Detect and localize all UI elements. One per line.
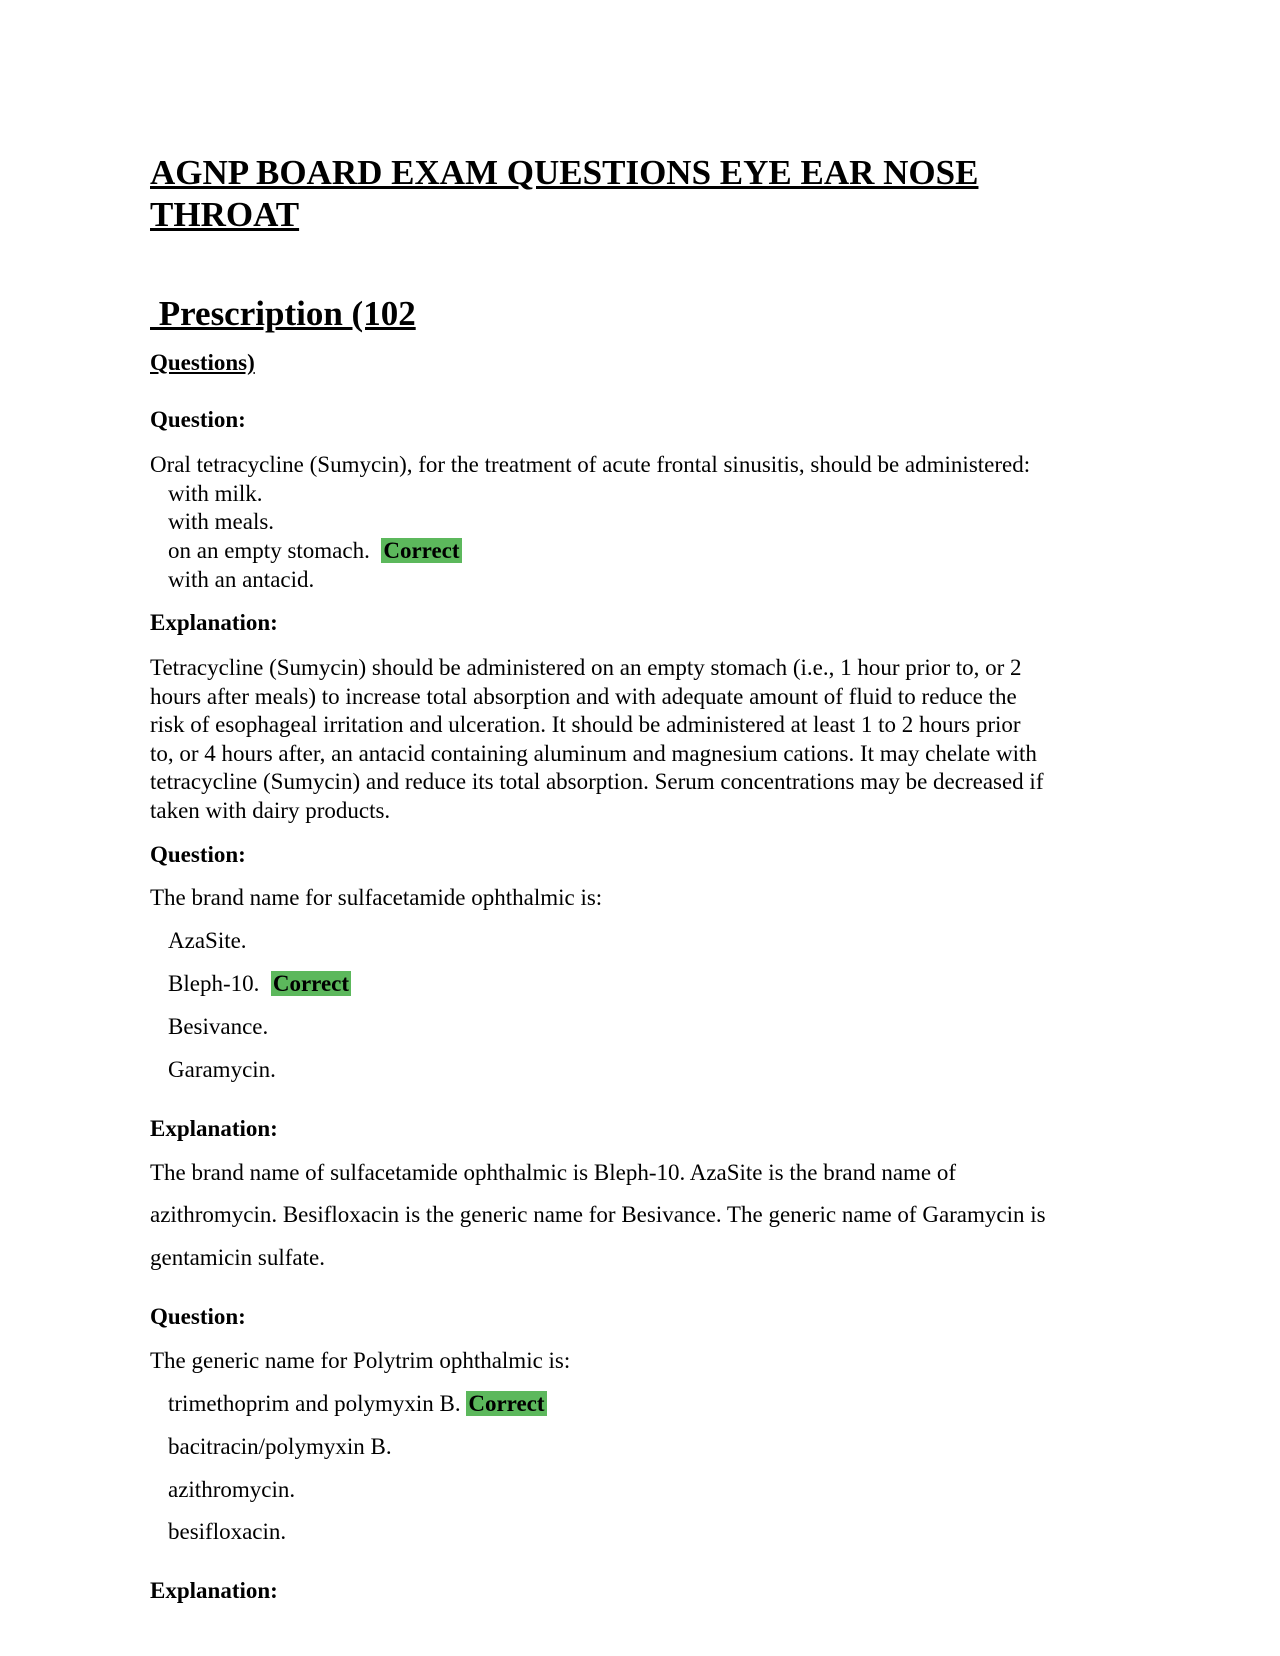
question-label: Question: bbox=[150, 407, 246, 432]
correct-badge: Correct bbox=[383, 538, 460, 563]
explanation-label: Explanation: bbox=[150, 1578, 278, 1603]
explanation-line: gentamicin sulfate. bbox=[150, 1245, 325, 1270]
answer-option-text: trimethoprim and polymyxin B. bbox=[168, 1391, 461, 1416]
explanation-line: azithromycin. Besifloxacin is the generic name for Besivance. The generic name of Garamycin is bbox=[150, 1202, 1046, 1227]
explanation-line: Tetracycline (Sumycin) should be administered on an empty stomach (i.e., 1 hour prior to, or 2 bbox=[150, 655, 1022, 680]
answer-option-text: Bleph-10. bbox=[168, 971, 260, 996]
explanation-line: risk of esophageal irritation and ulceration. It should be administered at least 1 to 2 hours prior bbox=[150, 712, 1021, 737]
correct-badge: Correct bbox=[468, 1391, 545, 1416]
document-title-line-1: AGNP BOARD EXAM QUESTIONS EYE EAR NOSE bbox=[150, 153, 979, 192]
question-label: Question: bbox=[150, 1304, 246, 1329]
answer-option: Garamycin. bbox=[168, 1057, 276, 1082]
document-title-line-2: THROAT bbox=[150, 195, 300, 234]
section-heading: Prescription (102 bbox=[150, 294, 416, 333]
explanation-line: hours after meals) to increase total absorption and with adequate amount of fluid to reduce the bbox=[150, 684, 1017, 709]
answer-option: with an antacid. bbox=[168, 567, 315, 592]
answer-option: Besivance. bbox=[168, 1014, 269, 1039]
explanation-line: taken with dairy products. bbox=[150, 798, 391, 823]
section-subheading: Questions) bbox=[150, 350, 255, 375]
question-label: Question: bbox=[150, 842, 246, 867]
question-text: Oral tetracycline (Sumycin), for the treatment of acute frontal sinusitis, should be administered: bbox=[150, 452, 1031, 477]
correct-badge: Correct bbox=[272, 971, 350, 996]
answer-option: AzaSite. bbox=[168, 928, 247, 953]
explanation-line: The brand name of sulfacetamide ophthalmic is Bleph-10. AzaSite is the brand name of bbox=[150, 1160, 957, 1185]
answer-option-correct bbox=[168, 1390, 547, 1419]
explanation-label: Explanation: bbox=[150, 610, 278, 635]
answer-option: with meals. bbox=[168, 509, 275, 534]
explanation-line: tetracycline (Sumycin) and reduce its total absorption. Serum concentrations may be decreased if bbox=[150, 769, 1044, 794]
answer-option: azithromycin. bbox=[168, 1477, 296, 1502]
explanation-line: to, or 4 hours after, an antacid containing aluminum and magnesium cations. It may chelate with bbox=[150, 741, 1037, 766]
question-text: The generic name for Polytrim ophthalmic is: bbox=[150, 1348, 571, 1373]
question-text: The brand name for sulfacetamide ophthalmic is: bbox=[150, 885, 603, 910]
answer-option-correct bbox=[168, 537, 462, 566]
explanation-label: Explanation: bbox=[150, 1116, 278, 1141]
answer-option: with milk. bbox=[168, 481, 263, 506]
answer-option-correct bbox=[168, 970, 351, 999]
answer-option: besifloxacin. bbox=[168, 1519, 287, 1544]
answer-option-text: on an empty stomach. bbox=[168, 538, 370, 563]
answer-option: bacitracin/polymyxin B. bbox=[168, 1434, 392, 1459]
